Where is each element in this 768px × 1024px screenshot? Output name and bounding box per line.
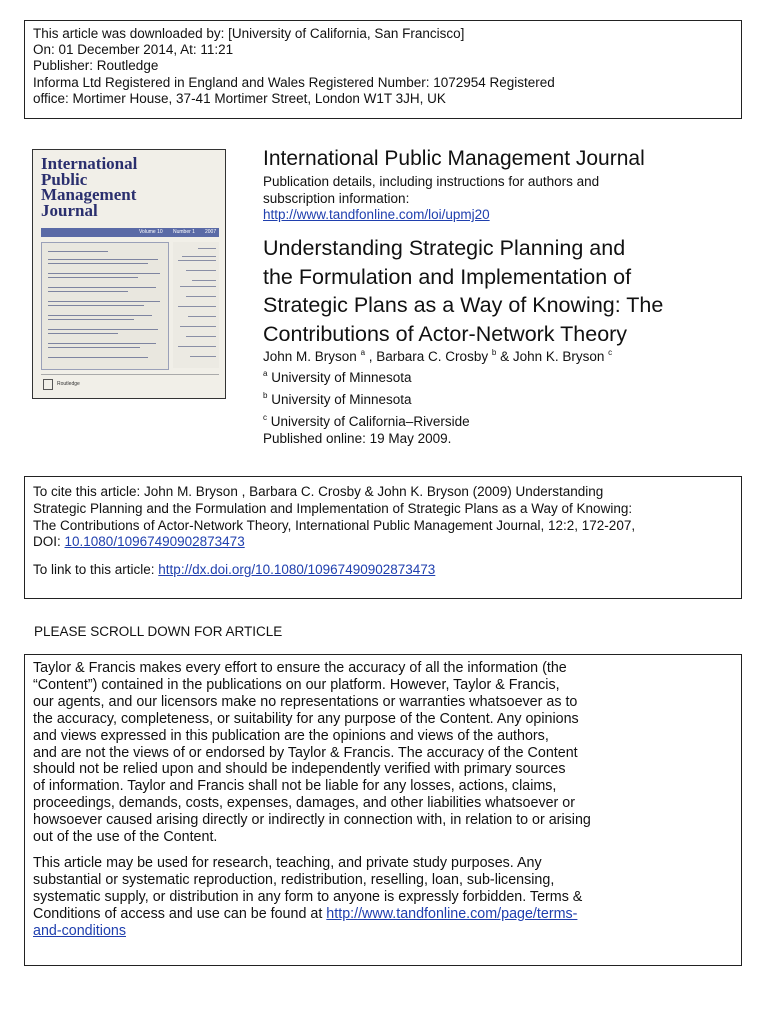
author-name: John M. Bryson <box>263 349 357 364</box>
disclaimer-line: howsoever caused arising directly or indirectly in connection with, in relation to or arising <box>33 812 591 829</box>
usage-line: substantial or systematic reproduction, redistribution, reselling, loan, sub-licensing, <box>33 871 555 888</box>
doi-link[interactable]: 10.1080/10967490902873473 <box>64 534 245 550</box>
cover-publisher: Routledge <box>57 381 80 387</box>
article-title-line: the Formulation and Implementation of <box>263 264 632 289</box>
terms-link-continued[interactable]: and-conditions <box>33 922 126 939</box>
disclaimer-line: Taylor & Francis makes every effort to ensure the accuracy of all the information (the <box>33 660 567 676</box>
cover-volume: Volume 10 <box>139 229 163 235</box>
usage-line: This article may be used for research, teaching, and private study purposes. Any <box>33 854 542 871</box>
article-link[interactable]: http://dx.doi.org/10.1080/10967490902873473 <box>158 562 436 578</box>
author-list <box>263 348 612 365</box>
office-line: office: Mortimer House, 37-41 Mortimer Street, London W1T 3JH, UK <box>33 90 446 106</box>
scroll-notice: PLEASE SCROLL DOWN FOR ARTICLE <box>34 624 283 639</box>
disclaimer-paragraph <box>33 660 733 846</box>
publisher-line: Publisher: Routledge <box>33 58 159 74</box>
disclaimer-line: the accuracy, completeness, or suitability for any purpose of the Content. Any opinions <box>33 710 579 727</box>
cover-year: 2007 <box>205 229 217 235</box>
disclaimer-line: of information. Taylor and Francis shall not be liable for any losses, actions, claims, <box>33 778 557 795</box>
cover-title-line: Management <box>41 185 137 204</box>
affiliation-name: University of California–Riverside <box>270 414 470 429</box>
cover-title <box>41 156 219 218</box>
cover-title-line: Journal <box>41 200 98 220</box>
registration-line: Informa Ltd Registered in England and Wales Registered Number: 1072954 Registered <box>33 74 555 90</box>
download-line: This article was downloaded by: [University of California, San Francisco] <box>33 26 465 41</box>
author-name: , Barbara C. Crosby <box>368 349 489 364</box>
usage-line: Conditions of access and use can be found at <box>33 905 327 922</box>
usage-paragraph <box>33 855 733 940</box>
cover-footer <box>41 374 219 393</box>
cover-contents-panel <box>41 242 169 370</box>
affiliation-marker: a <box>360 348 366 357</box>
disclaimer-line: our agents, and our licensors make no representations or warranties whatsoever as to <box>33 693 578 710</box>
article-title-line: Contributions of Actor-Network Theory <box>263 321 628 346</box>
disclaimer-line: “Content”) contained in the publications on our platform. However, Taylor & Francis, <box>33 676 560 693</box>
journal-name: International Public Management Journal <box>263 147 645 170</box>
publication-details-line: Publication details, including instructions for authors and <box>263 174 600 189</box>
doi-label: DOI: <box>33 534 65 550</box>
download-date: On: 01 December 2014, At: 11:21 <box>33 42 234 58</box>
affiliation <box>263 391 412 408</box>
published-date: Published online: 19 May 2009. <box>263 431 452 446</box>
cover-number: Number 1 <box>173 229 195 235</box>
affiliation-marker: b <box>491 348 497 357</box>
disclaimer-box <box>24 654 742 966</box>
cover-editors-panel <box>173 242 219 368</box>
cover-title-line: Public <box>41 169 88 189</box>
affiliation-name: University of Minnesota <box>271 392 412 407</box>
affiliation-marker: c <box>608 348 613 357</box>
disclaimer-line: and views expressed in this publication are the opinions and views of the authors, <box>33 727 549 744</box>
disclaimer-line: should not be relied upon and should be independently verified with primary sources <box>33 761 566 778</box>
article-title-line: Understanding Strategic Planning and <box>263 236 626 260</box>
affiliation-marker: b <box>263 391 268 400</box>
affiliation <box>263 413 470 430</box>
affiliation-name: University of Minnesota <box>271 370 412 385</box>
publication-details-line: subscription information: <box>263 190 410 206</box>
cover-volume-band <box>41 228 219 237</box>
link-label: To link to this article: <box>33 562 159 578</box>
article-title <box>263 234 753 348</box>
author-name: & John K. Bryson <box>500 349 605 364</box>
journal-cover-image <box>32 149 226 399</box>
affiliation <box>263 369 412 386</box>
citation-box <box>24 476 742 599</box>
citation-line: To cite this article: John M. Bryson , Barbara C. Crosby & John K. Bryson (2009) Understanding <box>33 484 604 499</box>
disclaimer-line: and are not the views of or endorsed by Taylor & Francis. The accuracy of the Content <box>33 744 578 761</box>
article-title-line: Strategic Plans as a Way of Knowing: The <box>263 293 664 317</box>
cover-title-line: International <box>41 154 138 173</box>
citation-line: The Contributions of Actor-Network Theory, International Public Management Journal, 12:2, 172-207, <box>33 517 636 533</box>
terms-link[interactable]: http://www.tandfonline.com/page/terms- <box>326 905 578 922</box>
publication-details <box>263 174 733 224</box>
citation-line: Strategic Planning and the Formulation and Implementation of Strategic Plans as a Way of Knowing: <box>33 500 633 516</box>
journal-url-link[interactable]: http://www.tandfonline.com/loi/upmj20 <box>263 207 490 222</box>
usage-line: systematic supply, or distribution in any form to anyone is expressly forbidden. Terms & <box>33 888 583 905</box>
affiliation-marker: c <box>263 413 267 422</box>
disclaimer-line: proceedings, demands, costs, expenses, damages, and other liabilities whatsoever or <box>33 795 575 812</box>
disclaimer-line: out of the use of the Content. <box>33 829 218 846</box>
download-info-box <box>24 20 742 119</box>
affiliation-marker: a <box>263 369 268 378</box>
routledge-logo-icon <box>43 379 53 390</box>
